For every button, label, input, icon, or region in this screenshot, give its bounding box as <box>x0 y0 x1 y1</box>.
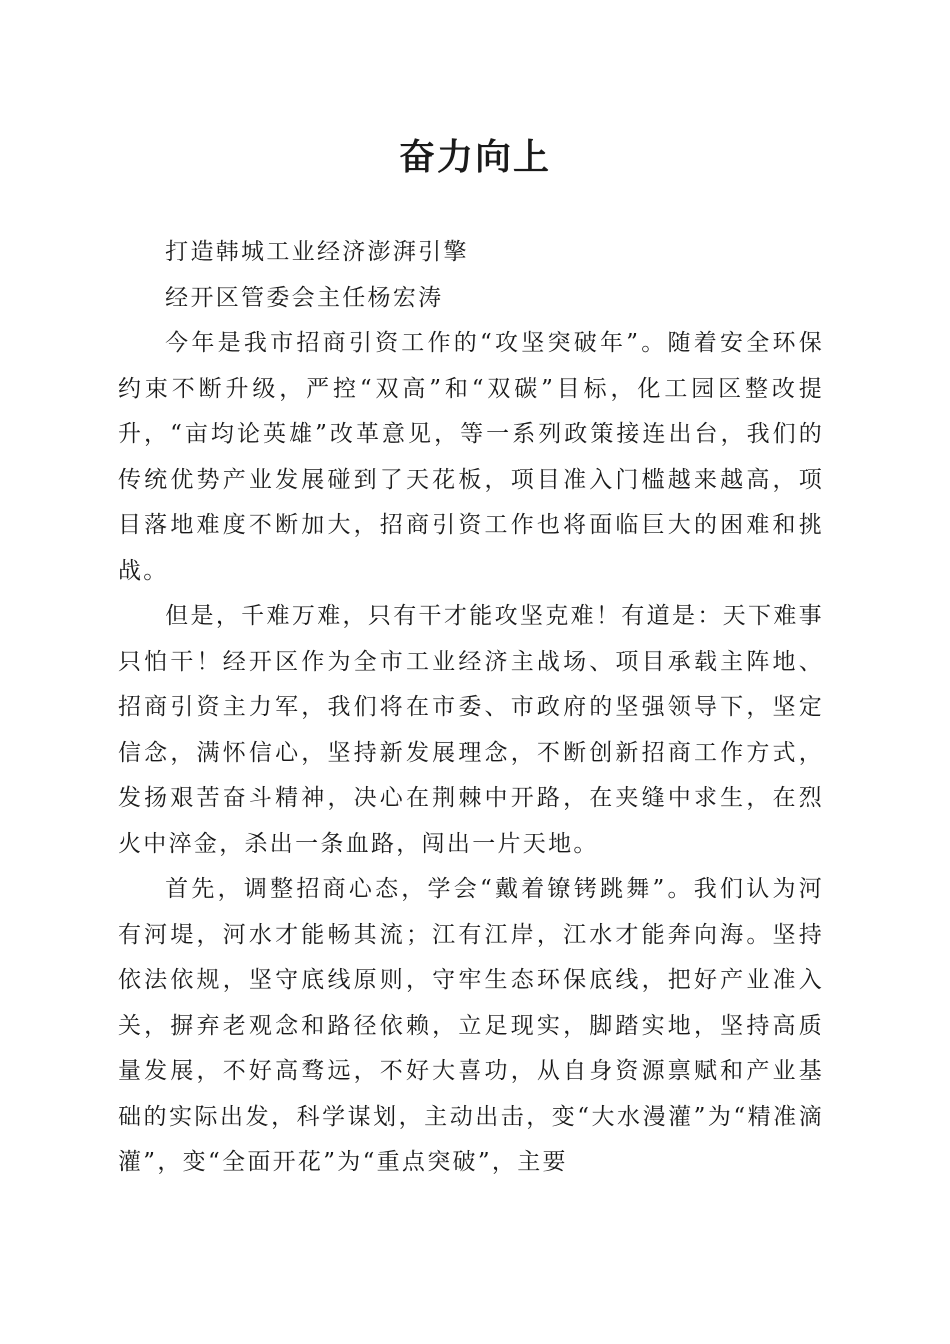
body-paragraph: 但是，千难万难，只有干才能攻坚克难！有道是：天下难事只怕干！经开区作为全市工业经济主战场、项目承载主阵地、招商引资主力军，我们将在市委、市政府的坚强领导下，坚定信念，满怀信心，坚持新发展理念，不断创新招商工作方式，发扬艰苦奋斗精神，决心在荆棘中开路，在夹缝中求生，在烈火中淬金，杀出一条血路，闯出一片天地。 <box>118 603 824 857</box>
document-title: 奋力向上 <box>398 136 551 178</box>
author-line: 经开区管委会主任杨宏涛 <box>165 284 444 311</box>
subtitle-line: 打造韩城工业经济澎湃引擎 <box>165 239 469 265</box>
body-paragraph: 今年是我市招商引资工作的“攻坚突破年”。随着安全环保约束不断升级，严控“双高”和“双碳”目标，化工园区整改提升，“亩均论英雄”改革意见，等一系列政策接连出台，我们的传统优势产业发展碰到了天花板，项目准入门槛越来越高，项目落地难度不断加大，招商引资工作也将面临巨大的困难和挑战。 <box>118 330 824 584</box>
body-paragraph: 首先，调整招商心态，学会“戴着镣铐跳舞”。我们认为河有河堤，河水才能畅其流；江有江岸，江水才能奔向海。坚持依法依规，坚守底线原则，守牢生态环保底线，把好产业准入关，摒弃老观念和路径依赖，立足现实，脚踏实地，坚持高质量发展，不好高骛远，不好大喜功，从自身资源禀赋和产业基础的实际出发，科学谋划，主动出击，变“大水漫灌”为“精准滴灌”，变“全面开花”为“重点突破”，主要 <box>118 876 824 1175</box>
document-body <box>118 230 824 1186</box>
